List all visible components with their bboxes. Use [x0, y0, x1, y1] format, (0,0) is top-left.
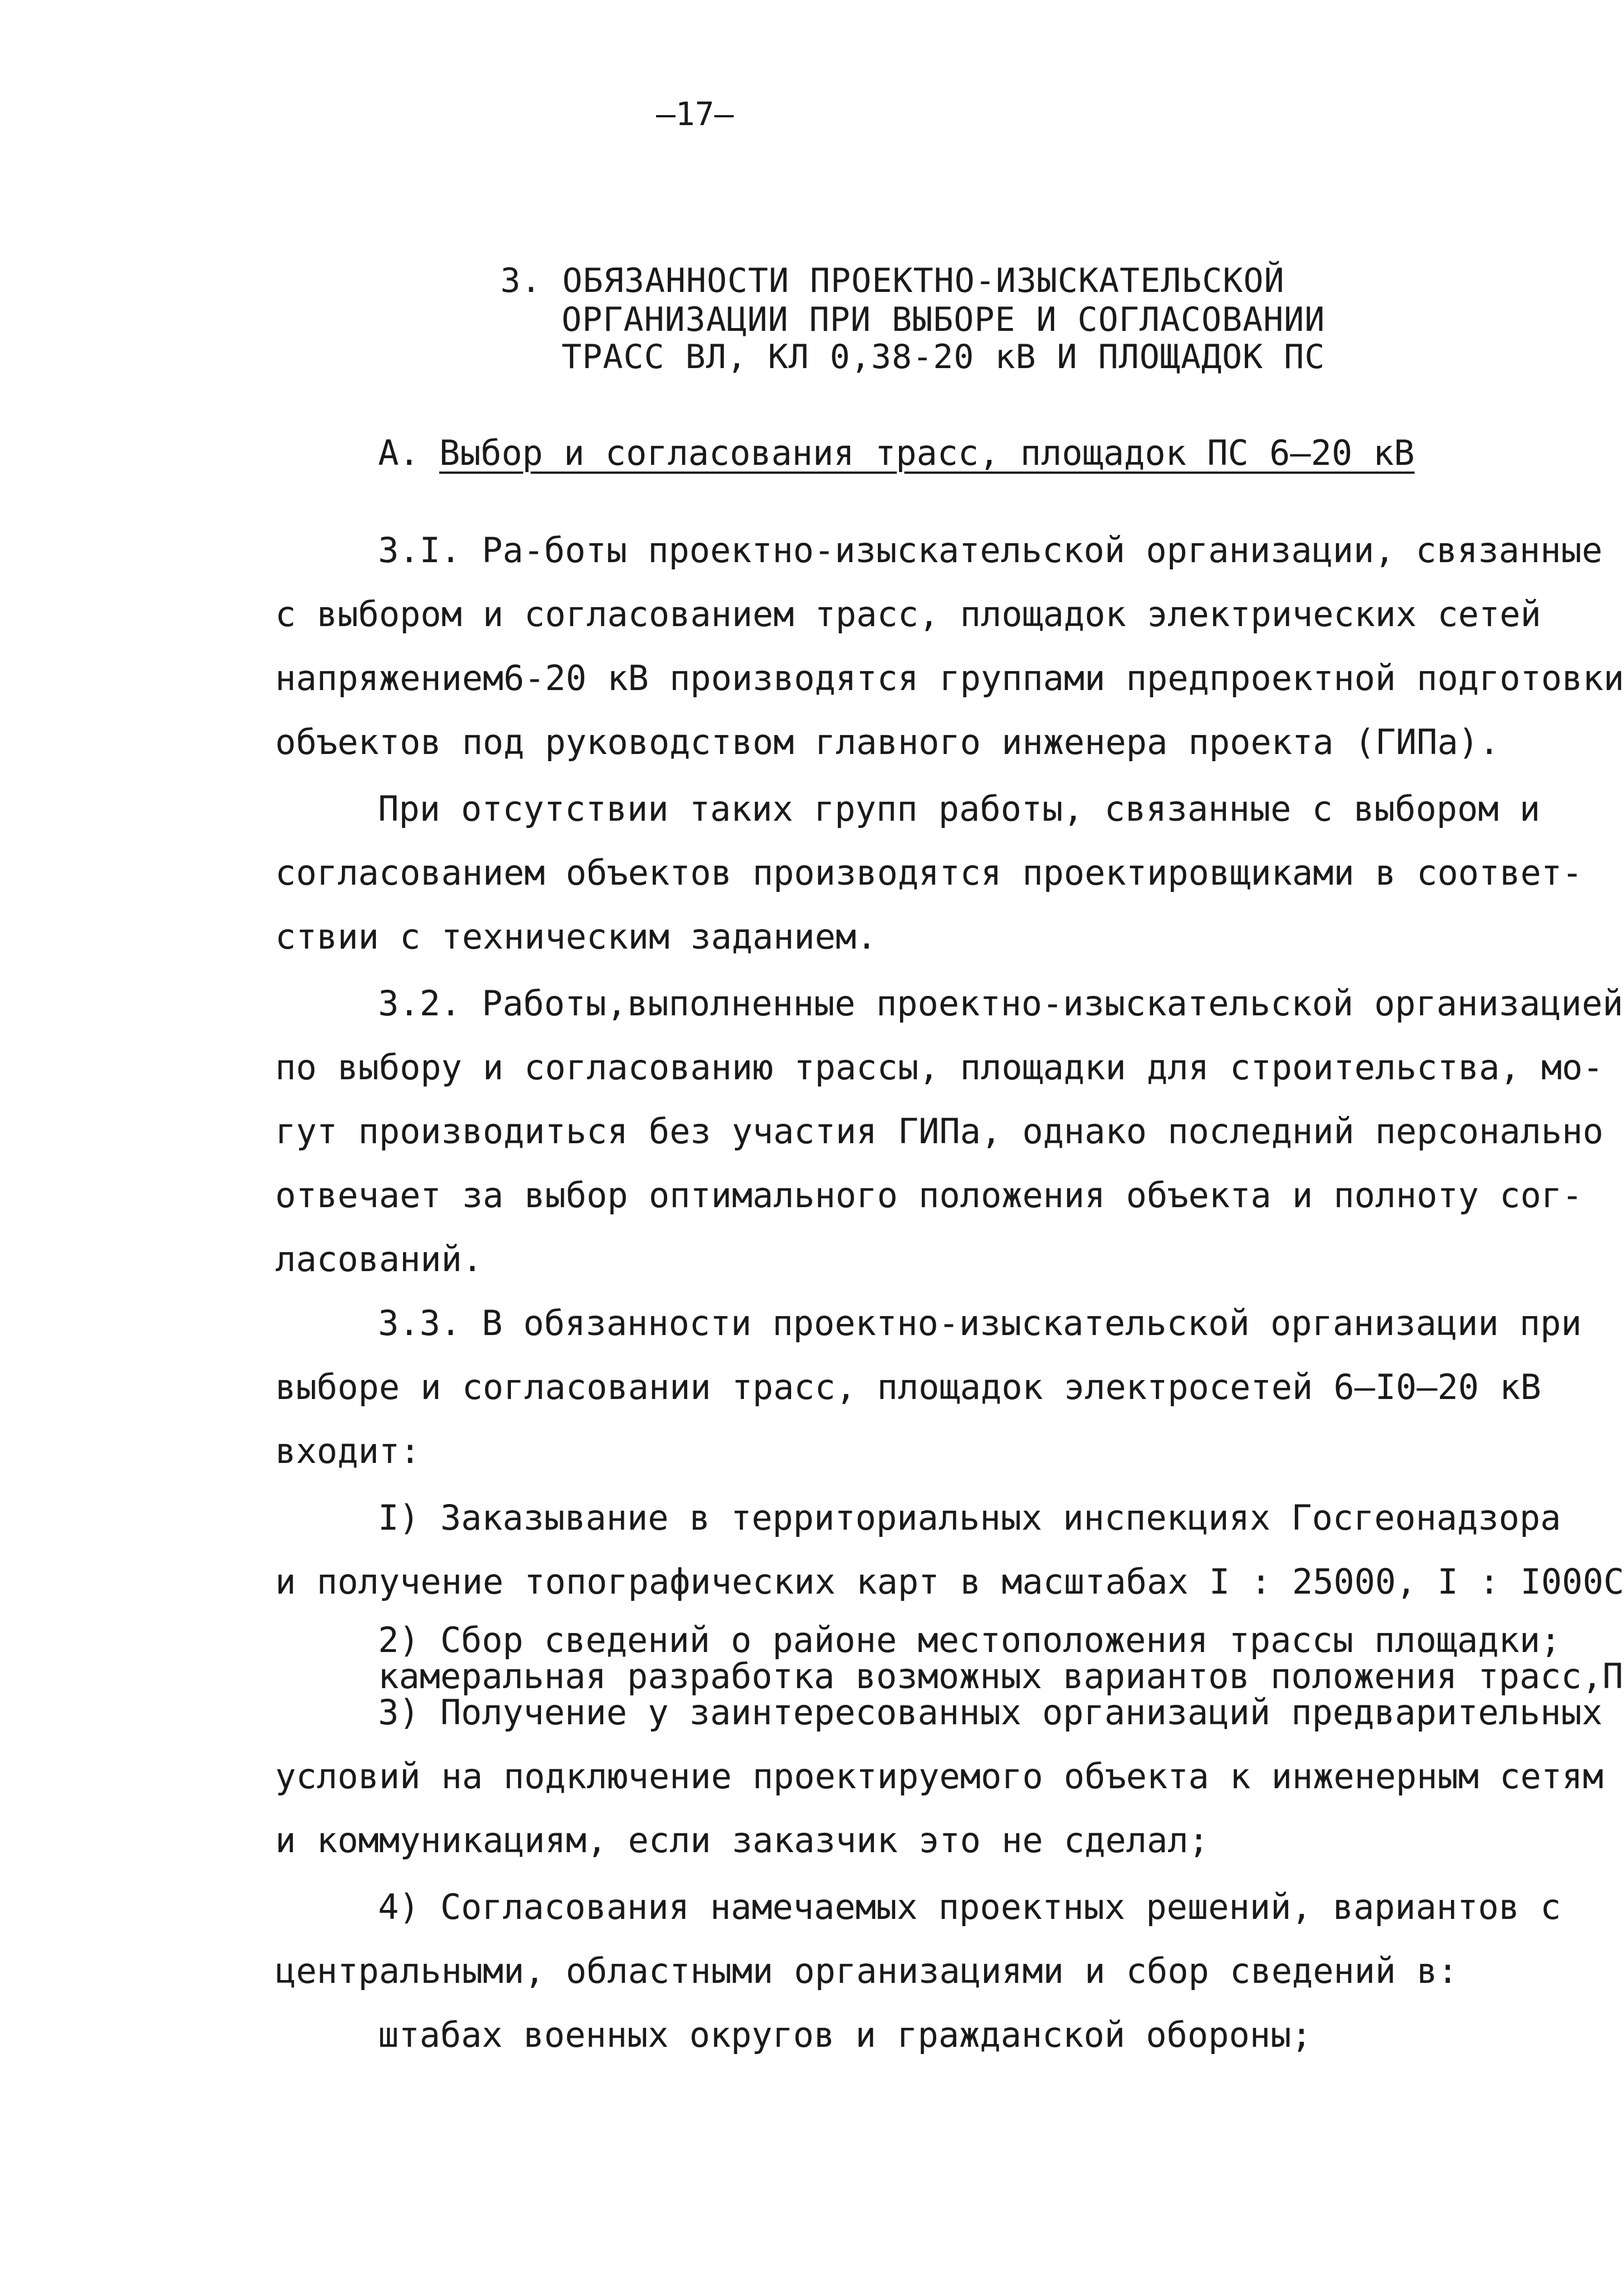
section-heading-line-2: ОРГАНИЗАЦИИ ПРИ ВЫБОРЕ И СОГЛАСОВАНИИ — [562, 300, 1325, 339]
paragraph-line: отвечает за выбор оптимального положения объекта и полноту сог- — [275, 1175, 1583, 1216]
list-item-line: 4) Согласования намечаемых проектных решений, вариантов с — [378, 1887, 1561, 1927]
list-item-line: и коммуникациям, если заказчик это не сделал; — [275, 1820, 1209, 1861]
paragraph-line: ствии с техническим заданием. — [275, 916, 877, 957]
section-heading-line-3: ТРАСС ВЛ, КЛ 0,38-20 кВ И ПЛОЩАДОК ПС — [562, 338, 1325, 376]
paragraph-line: входит: — [275, 1431, 421, 1471]
paragraph-line: 3.2. Работы,выполненные проектно-изыскательской организацией — [378, 983, 1623, 1024]
paragraph-line: с выбором и согласованием трасс, площадок электрических сетей — [275, 594, 1541, 634]
paragraph-line: согласованием объектов производятся проектировщиками в соответ- — [275, 852, 1583, 893]
paragraph-line: гут производиться без участия ГИПа, однако последний персонально — [275, 1111, 1603, 1152]
subsection-title: Выбор и согласования трасс, площадок ПС 6–20 кВ — [439, 433, 1415, 473]
paragraph-line: по выбору и согласованию трассы, площадки для строительства, мо- — [275, 1047, 1603, 1088]
list-item-line: 3) Получение у заинтересованных организаций предварительных — [378, 1692, 1603, 1733]
list-item-line: условий на подключение проектируемого объекта к инженерным сетям — [275, 1756, 1603, 1797]
paragraph-line: 3.I. Ра-боты проектно-изыскательской организации, связанные — [378, 530, 1603, 570]
list-item-line: и получение топографических карт в масштабах I : 25000, I : I000C — [275, 1561, 1624, 1602]
list-item-line: штабах военных округов и гражданской обороны; — [378, 2015, 1312, 2055]
list-item-line: I) Заказывание в территориальных инспекциях Госгеонадзора — [378, 1497, 1561, 1538]
subsection-prefix: А. — [378, 433, 420, 473]
paragraph-line: напряжением6-20 кВ производятся группами предпроектной подготовки — [275, 658, 1624, 698]
page-number: —17— — [656, 95, 734, 133]
list-item-line: 2) Сбор сведений о районе местоположения трассы площадки; — [378, 1620, 1561, 1660]
list-item-line: центральными, областными организациями и сбор сведений в: — [275, 1951, 1458, 1991]
paragraph-line: ласований. — [275, 1239, 483, 1279]
paragraph-line: объектов под руководством главного инженера проекта (ГИПа). — [275, 722, 1500, 762]
paragraph-line: 3.3. В обязанности проектно-изыскательской организации при — [378, 1303, 1582, 1343]
section-heading-line-1: 3. ОБЯЗАННОСТИ ПРОЕКТНО-ИЗЫСКАТЕЛЬСКОЙ — [500, 261, 1285, 300]
list-item-line: камеральная разработка возможных вариантов положения трасс,П — [378, 1656, 1623, 1696]
paragraph-line: При отсутствии таких групп работы, связанные с выбором и — [378, 788, 1541, 829]
paragraph-line: выборе и согласовании трасс, площадок электросетей 6–I0–20 кВ — [275, 1367, 1541, 1407]
